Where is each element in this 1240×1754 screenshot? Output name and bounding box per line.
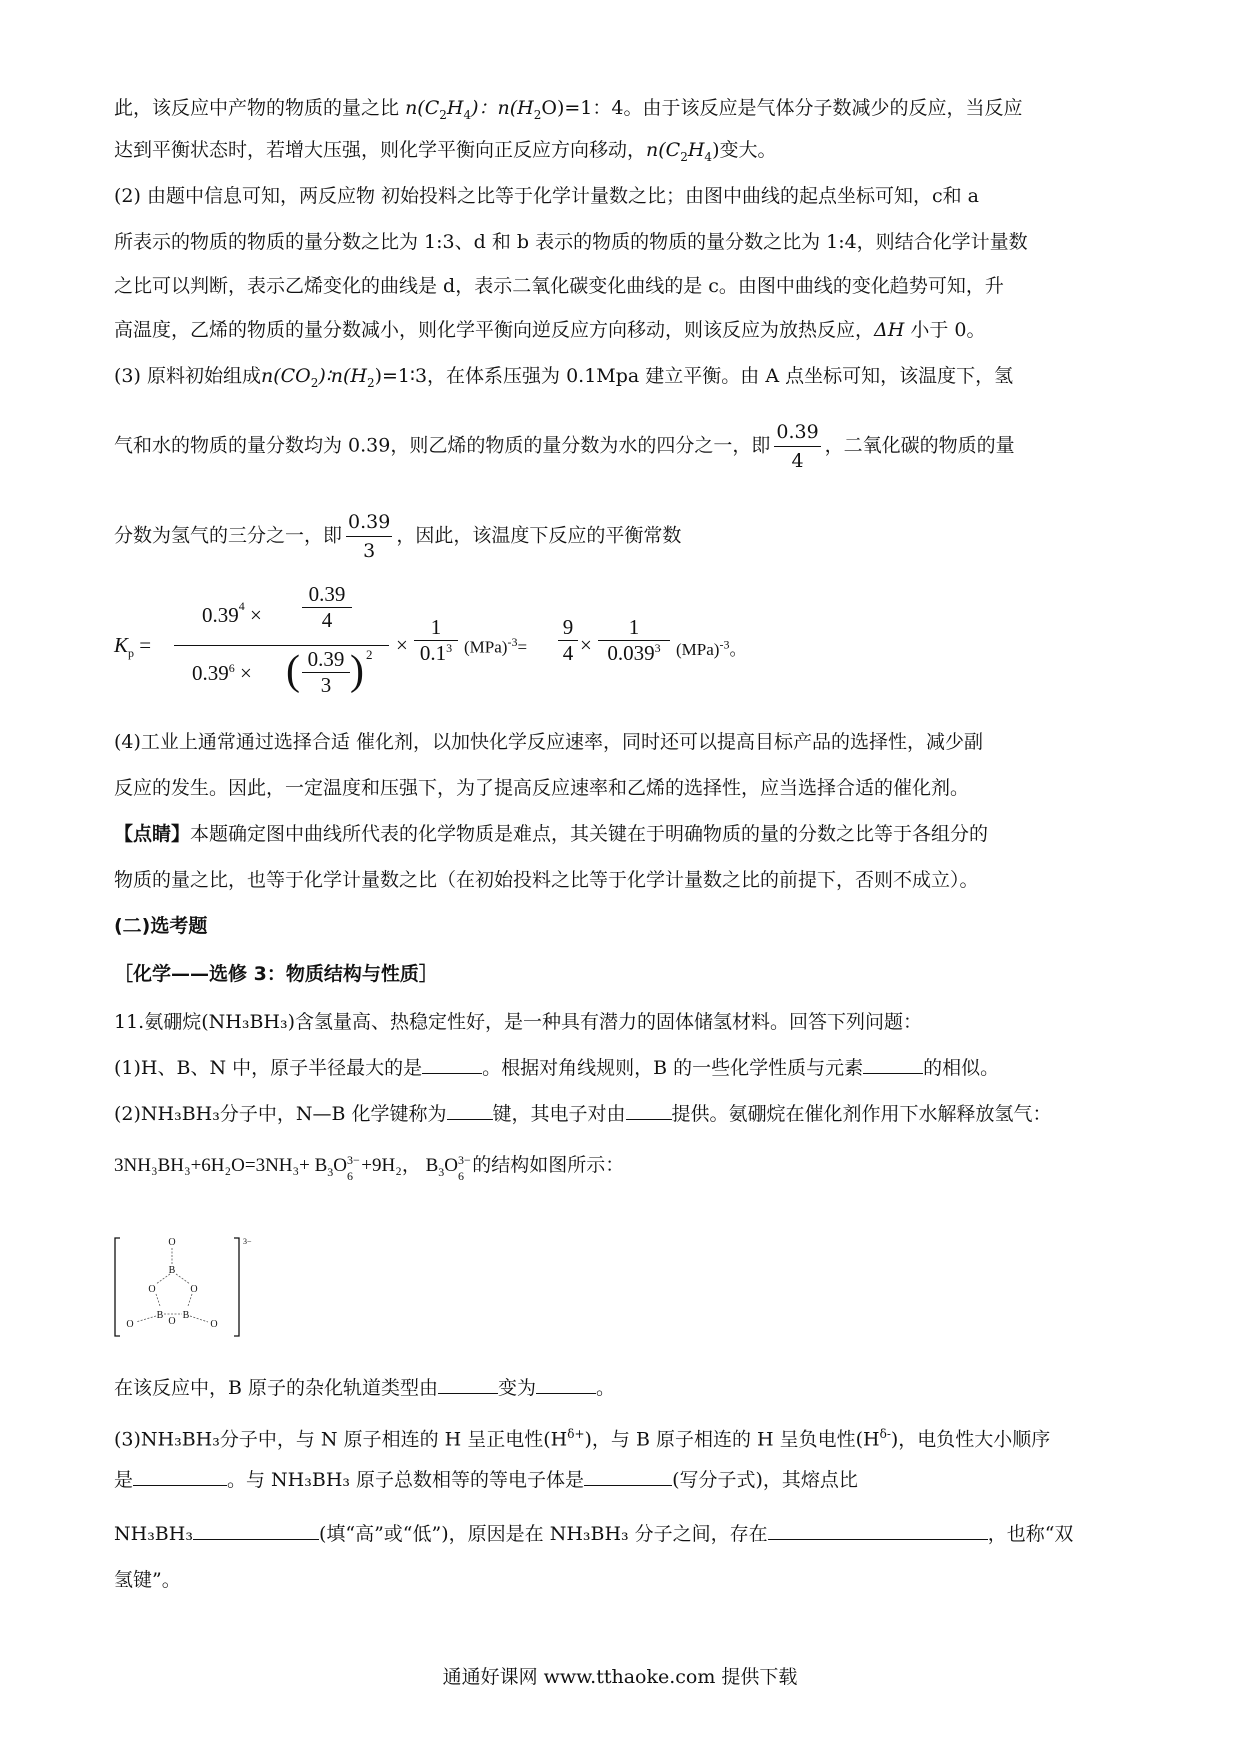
text: 小于 0。 bbox=[904, 319, 986, 341]
answer-blank[interactable] bbox=[863, 1055, 923, 1074]
answer-blank[interactable] bbox=[626, 1101, 672, 1120]
text: O)=1：4。由于该反应是气体分子数减少的反应，当反应 bbox=[541, 97, 1023, 119]
kp-formula bbox=[114, 582, 1014, 705]
text: ，二氧化碳的物质的量 bbox=[824, 434, 1015, 457]
text: n(CO bbox=[260, 365, 311, 387]
numerator: 1 bbox=[628, 615, 640, 639]
text: 。 bbox=[729, 640, 747, 659]
text-line: 此，该反应中产物的物质的量之比 $n(C_2H_4)$：$n(H_2O)=1$：4。由于该反应是气体分子数减少的反应，当反应 bbox=[114, 97, 1023, 122]
text: 4 bbox=[238, 599, 245, 613]
text: )变大。 bbox=[712, 139, 777, 161]
text: (1)H、B、N 中，原子半径最大的是 bbox=[114, 1057, 423, 1079]
text-line bbox=[114, 1054, 1124, 1082]
text: +9H₂， B bbox=[361, 1155, 439, 1176]
text-line bbox=[114, 418, 1124, 475]
kp-subscript: p bbox=[128, 646, 135, 661]
text: 2 bbox=[366, 647, 373, 662]
denominator: 0.039 bbox=[607, 641, 655, 665]
text: 的相似。 bbox=[923, 1057, 1000, 1079]
text-line bbox=[114, 1420, 1124, 1453]
numerator: 0.39 bbox=[307, 647, 345, 671]
answer-blank[interactable] bbox=[438, 1375, 498, 1394]
text: (填“高”或“低”)，原因是在 NH₃BH₃ 分子之间，存在 bbox=[318, 1523, 768, 1545]
section-title: (二)选考题 bbox=[114, 915, 208, 937]
atom-o: O bbox=[190, 1284, 198, 1295]
ion-count: 6 bbox=[347, 1169, 354, 1183]
text-line bbox=[114, 1100, 1124, 1128]
text: × bbox=[396, 633, 408, 657]
text: (写分子式)，其熔点比 bbox=[672, 1469, 858, 1491]
text: O bbox=[444, 1155, 458, 1176]
text: = bbox=[517, 637, 528, 657]
atom-o: O bbox=[168, 1237, 176, 1248]
question-stem: 11.氨硼烷(NH₃BH₃)含氢量高、热稳定性好，是一种具有潜力的固体储氢材料。回答下列问题： bbox=[114, 1011, 923, 1033]
numerator: 9 bbox=[562, 615, 574, 639]
text: )：n(H bbox=[471, 97, 534, 119]
text: n(C bbox=[405, 97, 440, 119]
text: 3NH₃BH₃+6H₂O=3NH₃+ B bbox=[114, 1155, 328, 1176]
structure-charge: 3− bbox=[243, 1237, 252, 1246]
denominator: 4 bbox=[558, 640, 578, 666]
fraction bbox=[414, 615, 458, 666]
text: )∶n(H bbox=[318, 365, 367, 387]
text: ΔH bbox=[874, 319, 905, 341]
text-line: 之比可以判断，表示乙烯变化的曲线是 d，表示二氧化碳变化曲线的是 c。由图中曲线的变化趋势可知，升 bbox=[114, 275, 1004, 297]
text: (3)NH₃BH₃分子中，与 N 原子相连的 H 呈正电性(H bbox=[114, 1428, 568, 1451]
text-line: (2) 由题中信息可知，两反应物 初始投料之比等于化学计量数之比；由图中曲线的起点坐标可知，c和 a bbox=[114, 185, 980, 207]
text: (3) 原料初始组成 bbox=[114, 365, 261, 387]
atom-b: B bbox=[182, 1310, 190, 1321]
text: ，因此，该温度下反应的平衡常数 bbox=[396, 524, 682, 547]
kp-symbol: K bbox=[114, 633, 129, 657]
answer-blank[interactable] bbox=[584, 1467, 672, 1486]
answer-blank[interactable] bbox=[768, 1521, 988, 1540]
text: 本题确定图中曲线所代表的化学物质是难点，其关键在于明确物质的量的分数之比等于各组分的 bbox=[190, 823, 989, 845]
numerator: 0.39 bbox=[348, 511, 391, 533]
text: 0.39 bbox=[192, 661, 229, 685]
atom-o: O bbox=[168, 1316, 176, 1327]
fraction bbox=[774, 418, 820, 475]
text: δ- bbox=[879, 1427, 891, 1441]
text: 达到平衡状态时，若增大压强，则化学平衡向正反应方向移动， bbox=[114, 139, 647, 161]
text: 3 bbox=[327, 1164, 334, 1179]
right-bracket bbox=[234, 1238, 239, 1336]
text: 分数为氢气的三分之一，即 bbox=[114, 524, 343, 547]
unit: (MPa) bbox=[464, 637, 508, 657]
answer-blank[interactable] bbox=[193, 1521, 319, 1540]
atom-b: B bbox=[156, 1310, 164, 1321]
text-line bbox=[114, 1520, 1124, 1548]
text-line: 所表示的物质的物质的量分数之比为 1:3、d 和 b 表示的物质的物质的量分数之比为 1:4，则结合化学计量数 bbox=[114, 231, 1028, 253]
b3o6-structure bbox=[114, 1232, 254, 1342]
fraction bbox=[558, 615, 578, 666]
page-footer: 通通好课网 www.tthaoke.com 提供下载 bbox=[442, 1666, 798, 1688]
text-line: (3) 原料初始组成$n(CO_2)∶n(H_2)=1∶3$，在体系压强为 0.1Mpa 建立平衡。由 A 点坐标可知，该温度下，氢 bbox=[114, 365, 1014, 390]
text: 3 bbox=[438, 1164, 445, 1179]
text-line: (4)工业上通常通过选择合适 催化剂，以加快化学反应速率，同时还可以提高目标产品的选择性，减少副 bbox=[114, 731, 983, 753]
text: 3 bbox=[654, 641, 661, 655]
text-line bbox=[114, 508, 1124, 565]
answer-blank[interactable] bbox=[133, 1467, 227, 1486]
text: -3 bbox=[719, 637, 730, 652]
text: 气和水的物质的量分数均为 0.39，则乙烯的物质的量分数为水的四分之一，即 bbox=[114, 434, 771, 457]
text: (2)NH₃BH₃分子中，N—B 化学键称为 bbox=[114, 1103, 447, 1125]
ion bbox=[444, 1152, 471, 1183]
answer-blank[interactable] bbox=[422, 1055, 482, 1074]
text: 键，其电子对由 bbox=[492, 1103, 626, 1125]
text: 3 bbox=[446, 641, 453, 655]
text: ，也称“双 bbox=[987, 1523, 1074, 1545]
denominator: 3 bbox=[302, 672, 350, 698]
text: 6 bbox=[228, 661, 235, 675]
text-line bbox=[114, 1466, 1124, 1494]
text: 是 bbox=[114, 1469, 134, 1491]
text: O bbox=[333, 1155, 348, 1176]
text: )=1∶3，在体系压强为 0.1Mpa 建立平衡。由 A 点坐标可知，该温度下，氢 bbox=[374, 365, 1014, 387]
numerator: 0.39 bbox=[776, 421, 819, 443]
text: × bbox=[250, 603, 262, 627]
ion bbox=[333, 1152, 360, 1183]
text-line: 达到平衡状态时，若增大压强，则化学平衡向正反应方向移动，$n(C_2H_4)$变大。 bbox=[114, 139, 777, 164]
text: = bbox=[139, 633, 152, 657]
ion-count: 6 bbox=[458, 1169, 464, 1183]
text: 提供。氨硼烷在催化剂作用下水解释放氢气： bbox=[671, 1103, 1052, 1125]
text-line: 氢键”。 bbox=[114, 1569, 181, 1591]
atom-o: O bbox=[210, 1319, 218, 1330]
text: 。 bbox=[596, 1377, 616, 1399]
section-subtitle: ［化学——选修 3：物质结构与性质］ bbox=[114, 963, 438, 985]
text: n(C bbox=[646, 139, 681, 161]
text: -3 bbox=[507, 635, 518, 649]
text: 。与 NH₃BH₃ 原子总数相等的等电子体是 bbox=[227, 1469, 585, 1491]
denominator: 0.1 bbox=[419, 641, 447, 665]
left-bracket bbox=[115, 1238, 120, 1336]
unit: (MPa) bbox=[676, 640, 720, 659]
text: )，与 B 原子相连的 H 呈负电性(H bbox=[584, 1428, 880, 1451]
answer-blank[interactable] bbox=[447, 1101, 493, 1120]
text-line bbox=[114, 1374, 1124, 1402]
text: 变为 bbox=[498, 1377, 537, 1399]
text-line bbox=[114, 1152, 1124, 1186]
note-tag: 【点睛】 bbox=[114, 823, 191, 845]
text-line bbox=[114, 820, 1124, 848]
text: 在该反应中，B 原子的杂化轨道类型由 bbox=[114, 1377, 439, 1399]
answer-blank[interactable] bbox=[536, 1375, 596, 1394]
text: H bbox=[446, 97, 464, 119]
numerator: 1 bbox=[430, 615, 442, 639]
text: 的结构如图所示： bbox=[467, 1155, 625, 1176]
atom-o: O bbox=[148, 1284, 156, 1295]
ion-charge: 3− bbox=[347, 1153, 360, 1167]
text: H bbox=[687, 139, 705, 161]
text: 此，该反应中产物的物质的量之比 bbox=[114, 97, 400, 119]
denominator: 4 bbox=[302, 607, 352, 633]
text: δ+ bbox=[567, 1427, 585, 1441]
atom-o: O bbox=[126, 1319, 134, 1330]
fraction bbox=[598, 615, 670, 666]
b3o6-structure-svg bbox=[114, 1232, 254, 1342]
atom-b: B bbox=[168, 1265, 176, 1276]
big-fraction: 0.39$^4$ × $\frac{0.39}{4}$ 0.39$^6$ × ( $\frac{0.39}{3}$ ) 2 bbox=[174, 585, 394, 705]
text-line bbox=[114, 316, 1124, 344]
numerator: 0.39 bbox=[308, 582, 346, 606]
text: NH₃BH₃ bbox=[114, 1523, 193, 1545]
text-line: 物质的量之比，也等于化学计量数之比（在初始投料之比等于化学计量数之比的前提下，否则不成立）。 bbox=[114, 869, 979, 891]
denominator: 4 bbox=[774, 446, 820, 475]
text: )，电负性大小顺序 bbox=[890, 1428, 1051, 1451]
text: 0.39 bbox=[202, 603, 239, 627]
text: × bbox=[240, 661, 252, 685]
ion-charge: 3− bbox=[458, 1153, 471, 1167]
text-line: 反应的发生。因此，一定温度和压强下，为了提高反应速率和乙烯的选择性，应当选择合适的催化剂。 bbox=[114, 777, 970, 799]
text: 高温度，乙烯的物质的量分数减小，则化学平衡向逆反应方向移动，则该反应为放热反应， bbox=[114, 319, 875, 341]
denominator: 3 bbox=[346, 536, 392, 565]
text: × bbox=[580, 633, 592, 657]
fraction bbox=[346, 508, 392, 565]
text: 。根据对角线规则，B 的一些化学性质与元素 bbox=[482, 1057, 864, 1079]
